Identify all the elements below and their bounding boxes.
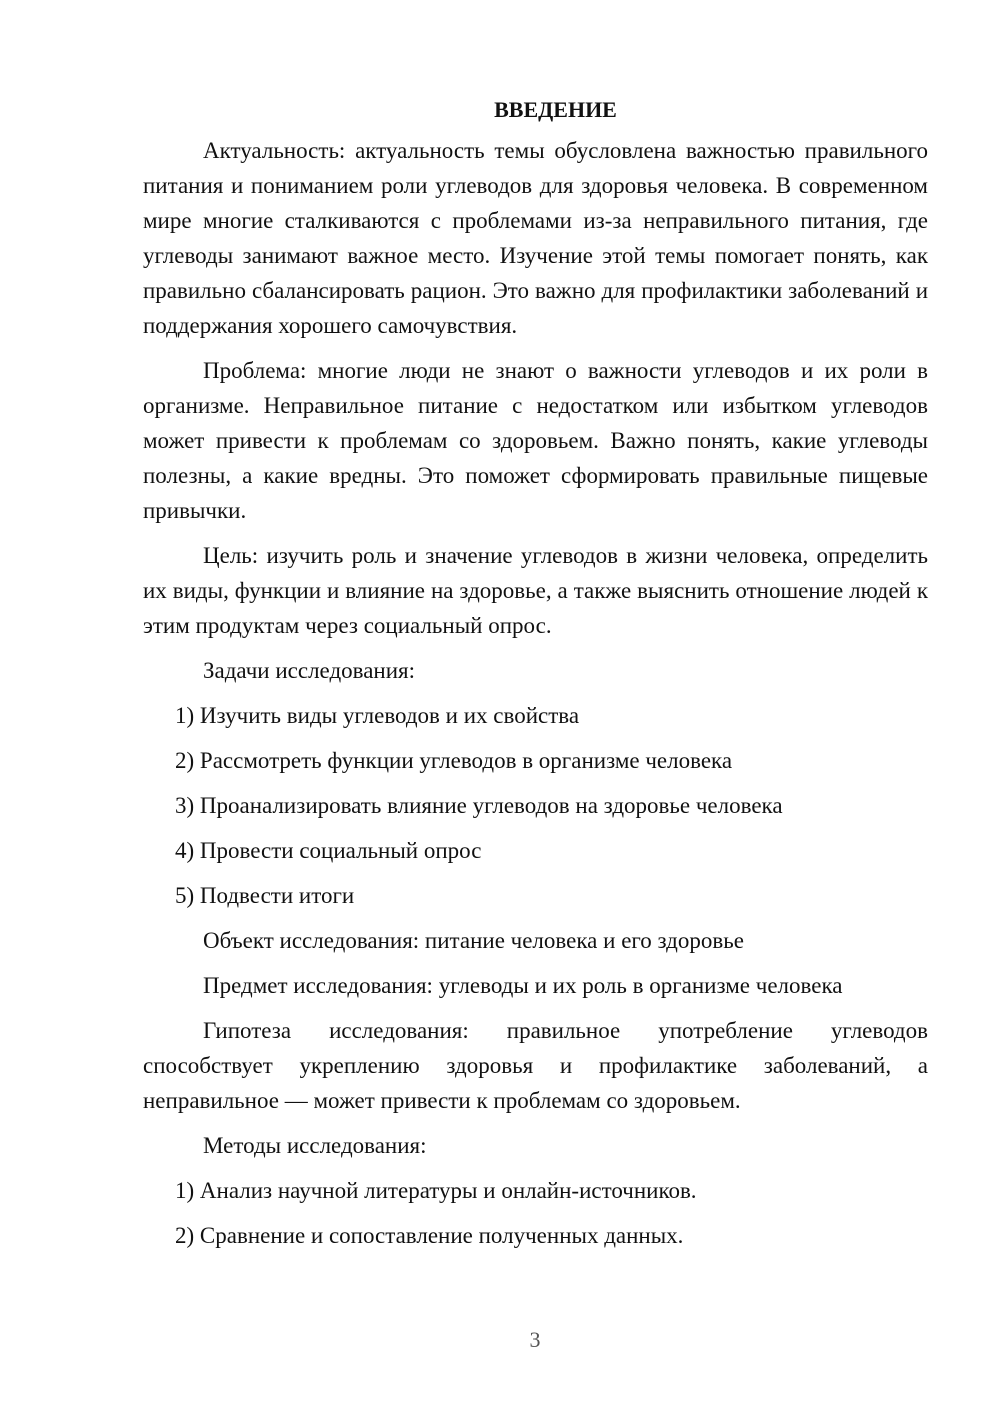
task-item: 2) Рассмотреть функции углеводов в организме человека [175,748,733,773]
tasks-heading: Задачи исследования: [203,658,416,683]
goal-paragraph: Цель: изучить роль и значение углеводов в жизни человека, определить их виды, функции и влияние на здоровье, а также выяснить отношение людей к этим продуктам через социальный опрос. [143,543,928,638]
method-item: 1) Анализ научной литературы и онлайн-источников. [175,1178,697,1203]
task-item: 1) Изучить виды углеводов и их свойства [175,703,580,728]
page-title: ВВЕДЕНИЕ [494,97,617,122]
relevance-paragraph: Актуальность: актуальность темы обусловлена важностью правильного питания и пониманием роли углеводов для здоровья человека. В современном мире многие сталкиваются с проблемами из-за неправильного питания, где углеводы занимают важное место. Изучение этой темы помогает понять, как правильно сбалансировать рацион. Это важно для профилактики заболеваний и поддержания хорошего самочувствия. [143,138,928,338]
task-item: 5) Подвести итоги [175,883,355,908]
problem-paragraph: Проблема: многие люди не знают о важности углеводов и их роли в организме. Неправильное питание с недостатком или избытком углеводов может привести к проблемам со здоровьем. Важно понять, какие углеводы полезны, а какие вредны. Это поможет сформировать правильные пищевые привычки. [143,358,928,523]
task-item: 3) Проанализировать влияние углеводов на здоровье человека [175,793,783,818]
page-content [143,92,928,1263]
methods-heading: Методы исследования: [203,1133,427,1158]
research-subject: Предмет исследования: углеводы и их роль в организме человека [203,973,843,998]
hypothesis-paragraph: Гипотеза исследования: правильное употребление углеводов способствует укреплению здоровья и профилактике заболеваний, а неправильное — может привести к проблемам со здоровьем. [143,1018,928,1113]
research-object: Объект исследования: питание человека и его здоровье [203,928,744,953]
task-item: 4) Провести социальный опрос [175,838,482,863]
method-item: 2) Сравнение и сопоставление полученных данных. [175,1223,684,1248]
page-number: 3 [529,1327,541,1352]
